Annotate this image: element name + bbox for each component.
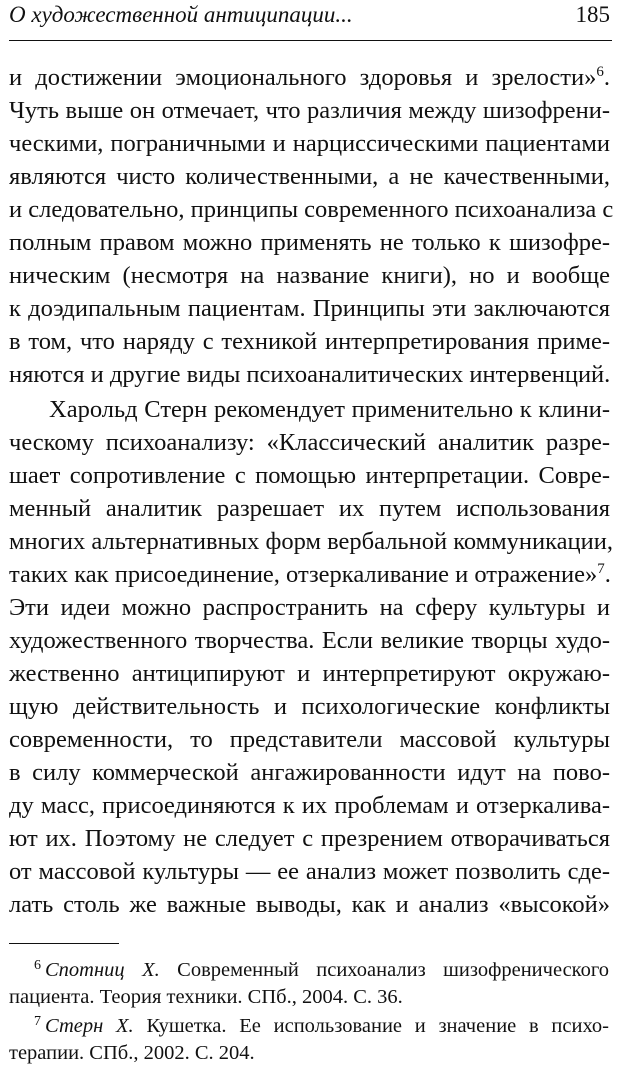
body-line: ют их. Поэтому не следует с презрением отворачиваться [9,825,610,852]
footnote-number: 6 [34,958,41,973]
body-line: и следовательно, принципы современного психоанализа с [9,196,614,223]
body-line: в силу коммерческой ангажированности идут на пово- [9,759,610,786]
running-head-title: О художественной антиципации... [9,2,353,27]
body-line: и достижении эмоционального здоровья и зрелости»$^6$. [9,64,610,91]
footnote-6: $^6$ Спотниц Х. Современный психоанализ шизофренического [34,958,609,981]
body-line: полным правом можно применять не только к шизофре- [9,229,610,256]
footnote-divider [9,943,119,944]
footnote-7: $^7$ Стерн Х. Кушетка. Ее использование и значение в психо- [34,1014,610,1037]
body-line: многих альтернативных форм вербальной коммуникации, [9,528,613,555]
body-line: ческими, пограничными и нарциссическими пациентами [9,130,610,157]
body-line: Чуть выше он отмечает, что различия между шизофрени- [9,97,610,124]
body-line: к доэдипальным пациентам. Принципы эти заключаются [9,295,610,322]
body-line: современности, то представители массовой культуры [9,726,610,753]
footnote-author: Стерн Х. [45,1015,134,1037]
body-line: в том, что наряду с техникой интерпретирования приме- [9,328,610,355]
body-line: жественно антиципируют и интерпретируют окружаю- [9,660,610,687]
footnote-6-cont: пациента. Теория техники. СПб., 2004. С. 36. [9,986,403,1008]
footnote-7-cont: терапии. СПб., 2002. С. 204. [9,1042,255,1064]
footnote-author: Спотниц Х. [45,959,160,981]
body-line: таких как присоединение, отзеркаливание и отражение»$^7$. [9,561,611,588]
footnote-ref: 6 [596,64,604,80]
body-line: художественного творчества. Если великие творцы худо- [9,627,610,654]
page-number: 185 [575,2,610,27]
body-line: лать столь же важные выводы, как и анализ «высокой» [9,891,610,918]
footnote-ref: 7 [597,561,605,577]
body-line: от массовой культуры — ее анализ может позволить сде- [9,858,610,885]
body-line: являются чисто количественными, а не качественными, [9,163,610,190]
body-line: шает сопротивление с помощью интерпретации. Совре- [9,462,610,489]
running-head [9,0,612,41]
body-line: ду масс, присоединяются к их проблемам и отзеркалива- [9,792,610,819]
body-line: ническим (несмотря на название книги), но и вообще [9,262,610,289]
body-line: няются и другие виды психоаналитических интервенций. [9,361,611,388]
body-line: Эти идеи можно распространить на сферу культуры и [9,594,610,621]
body-line: щую действительность и психологические конфликты [9,693,610,720]
body-line: менный аналитик разрешает их путем использования [9,495,610,522]
body-line: ческому психоанализу: «Классический аналитик разре- [9,429,610,456]
body-line: Харольд Стерн рекомендует применительно к клини- [49,396,610,423]
footnote-number: 7 [34,1014,41,1029]
